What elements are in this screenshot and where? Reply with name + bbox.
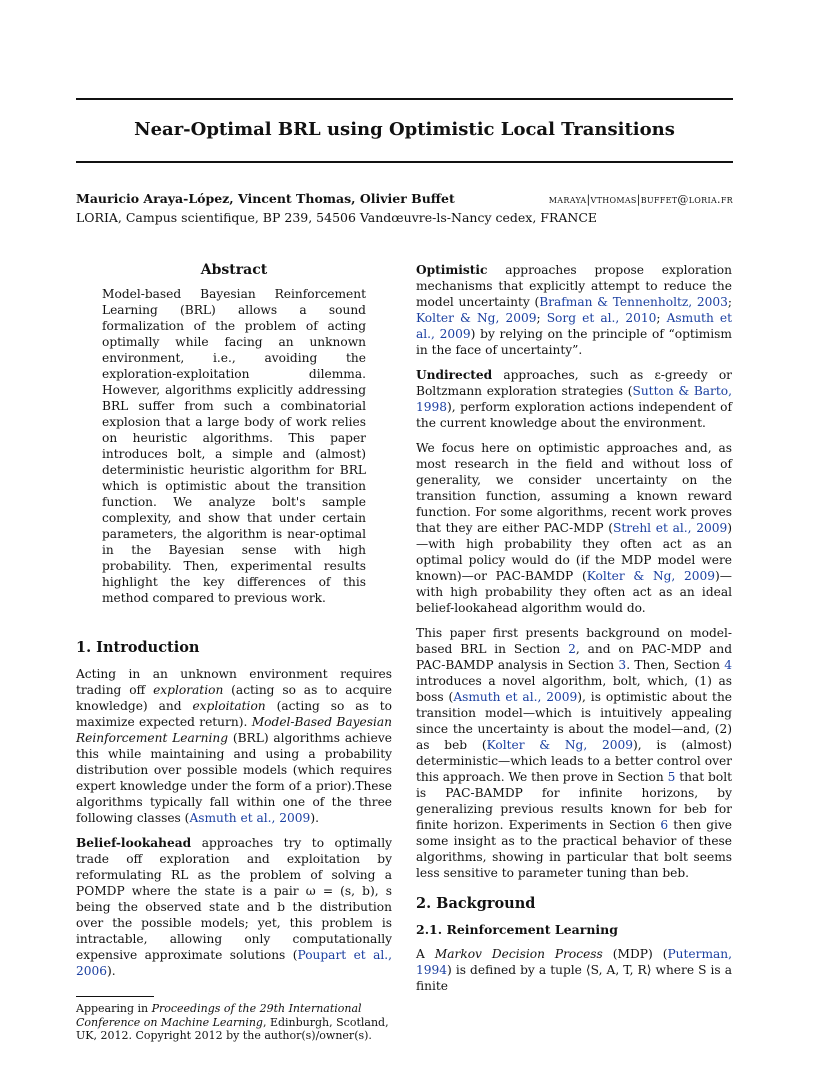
intro-paragraph-2: Belief-lookahead approaches try to optimally trade off exploration and exploitation by reformulating RL as the problem of solving a POMDP where the state is a pair ω = (s, b), s being the observed state and b the distribution over the possible models; yet, this problem is intractable, allowing only computationally expensive approximate solutions (Poupart et al., 2006). (76, 836, 392, 978)
citation-link[interactable]: Sorg et al., 2010 (546, 311, 657, 325)
citation-link[interactable]: Sutton & Barto, 1998 (416, 384, 732, 414)
section-link[interactable]: 6 (660, 818, 669, 832)
citation-link[interactable]: Kolter & Ng, 2009 (416, 311, 537, 325)
footnote-rule (76, 996, 154, 997)
affiliation: LORIA, Campus scientifique, BP 239, 54506 Vandœuvre-ls-Nancy cedex, FRANCE (76, 210, 598, 225)
paper-title: Near-Optimal BRL using Optimistic Local Transitions (134, 119, 675, 140)
section-link[interactable]: 4 (724, 658, 733, 672)
section-link[interactable]: 5 (667, 770, 676, 784)
optimistic-paragraph: Optimistic approaches propose exploration mechanisms that explicitly attempt to reduce the model uncertainty (Brafman & Tennenholtz, 2003; Kolter & Ng, 2009; Sorg et al., 2010; Asmuth et al., 2009) by relying on the principle of “optimism in the face of uncertainty”. (416, 263, 733, 357)
right-column (416, 262, 732, 1003)
focus-paragraph: We focus here on optimistic approaches and, as most research in the field and without loss of generality, we consider uncertainty on the transition function, assuming a known reward function. For some algorithms, recent work proves that they are either PAC-MDP (Strehl et al., 2009)—with high probability they often act as an optimal policy would do (if the MDP model were known)—or PAC-BAMDP (Kolter & Ng, 2009)—with high probability they often act as an ideal belief-lookahead algorithm would do. (416, 441, 732, 615)
title-rule-bottom (76, 161, 733, 163)
citation-link[interactable]: Brafman & Tennenholtz, 2003 (539, 295, 728, 309)
citation-link[interactable]: Poupart et al., 2006 (76, 948, 392, 978)
subsection-2-1-heading: 2.1. Reinforcement Learning (416, 922, 618, 937)
section-link[interactable]: 3 (618, 658, 627, 672)
citation-link[interactable]: Asmuth et al., 2009 (189, 811, 311, 825)
section-1-heading: 1. Introduction (76, 639, 200, 656)
undirected-paragraph: Undirected approaches, such as ε-greedy or Boltzmann exploration strategies (Sutton & Barto, 1998), perform exploration actions independent of the current knowledge about the environment. (416, 368, 732, 430)
abstract-text: Model-based Bayesian Reinforcement Learning (BRL) allows a sound formalization of the problem of acting optimally while facing an unknown environment, i.e., avoiding the exploration-exploitation dilemma. However, algorithms explicitly addressing BRL suffer from such a combinatorial explosion that a large body of work relies on heuristic algorithms. This paper introduces bolt, a simple and (almost) deterministic heuristic algorithm for BRL which is optimistic about the transition function. We analyze bolt's sample complexity, and show that under certain parameters, the algorithm is near-optimal in the Bayesian sense with high probability. Then, experimental results highlight the key differences of this method compared to previous work. (102, 287, 366, 605)
citation-link[interactable]: Kolter & Ng, 2009 (586, 569, 716, 583)
citation-link[interactable]: Strehl et al., 2009 (613, 521, 728, 535)
title-rule-top (76, 98, 733, 100)
citation-link[interactable]: Asmuth et al., 2009 (453, 690, 578, 704)
author-list: Mauricio Araya-López, Vincent Thomas, Olivier Buffet (76, 191, 455, 206)
section-2-heading: 2. Background (416, 895, 536, 912)
outline-paragraph: This paper first presents background on model-based BRL in Section 2, and on PAC-MDP and PAC-BAMDP analysis in Section 3. Then, Section 4 introduces a novel algorithm, bolt, which, (1) as boss (Asmuth et al., 2009), is optimistic about the transition model—which is intuitively appealing since the uncertainty is about the model—and, (2) as beb (Kolter & Ng, 2009), is (almost) deterministic—which leads to a better control over this approach. We then prove in Section 5 that bolt is PAC-BAMDP for infinite horizons, by generalizing previous results known for beb for finite horizon. Experiments in Section 6 then give some insight as to the practical behavior of these algorithms, showing in particular that bolt seems less sensitive to parameter tuning than beb. (416, 626, 733, 880)
section-link[interactable]: 2 (568, 642, 576, 656)
citation-link[interactable]: Kolter & Ng, 2009 (486, 738, 633, 752)
left-column (76, 262, 392, 1043)
citation-link[interactable]: Asmuth et al., 2009 (416, 311, 733, 341)
citation-link[interactable]: Puterman, 1994 (416, 947, 733, 977)
footnote: Appearing in Proceedings of the 29th International Conference on Machine Learning, Edinburgh, Scotland, UK, 2012. Copyright 2012 by the author(s)/owner(s). (76, 1002, 389, 1042)
mdp-paragraph: A Markov Decision Process (MDP) (Puterman, 1994) is defined by a tuple ⟨S, A, T, R⟩ where S is a finite (416, 947, 733, 993)
abstract-heading: Abstract (200, 262, 268, 278)
intro-paragraph-1: Acting in an unknown environment requires trading off exploration (acting so as to acquire knowledge) and exploitation (acting so as to maximize expected return). Model-Based Bayesian Reinforcement Learning (BRL) algorithms achieve this while maintaining and using a probability distribution over possible models (which requires expert knowledge under the form of a prior).These algorithms typically fall within one of the three following classes (Asmuth et al., 2009). (76, 667, 392, 825)
author-emails: maraya|vthomas|buffet@loria.fr (548, 193, 733, 206)
